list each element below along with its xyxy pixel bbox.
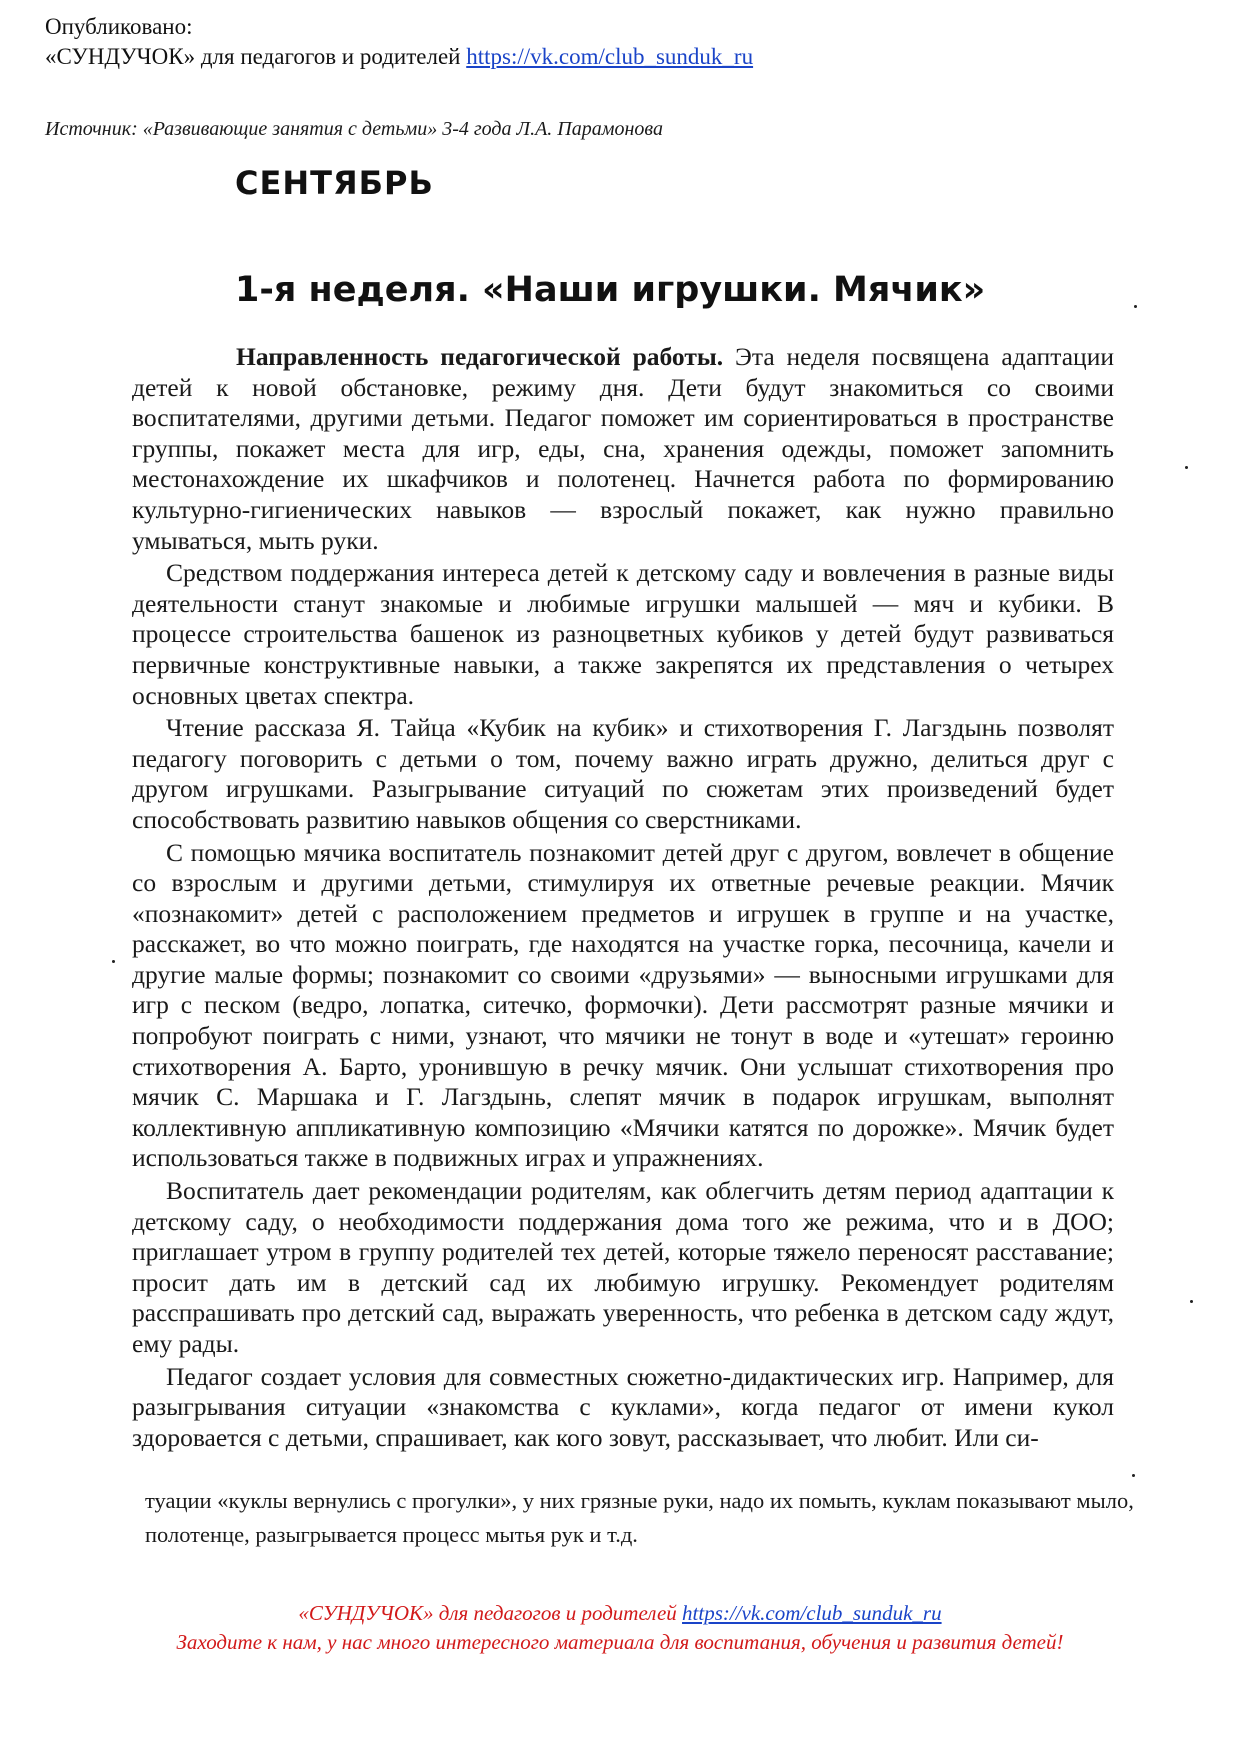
continuation-text: туации «куклы вернулись с прогулки», у них грязные руки, надо их помыть, куклам показывают мыло, полотенце, разыгрывается процесс мытья рук и т.д. bbox=[145, 1488, 1134, 1547]
footer-group-link[interactable]: https://vk.com/club_sunduk_ru bbox=[682, 1601, 942, 1625]
scan-speck bbox=[1132, 1474, 1135, 1477]
footer-invite: Заходите к нам, у нас много интересного материала для воспитания, обучения и развития детей! bbox=[176, 1630, 1064, 1654]
footer-line-1 bbox=[0, 1599, 1240, 1628]
footer-group-name: «СУНДУЧОК» для педагогов и родителей bbox=[298, 1601, 677, 1625]
paragraph-1 bbox=[132, 342, 1114, 556]
paragraph-2: Средством поддержания интереса детей к детскому саду и вовлечения в разные виды деятельности станут знакомые и любимые игрушки малышей — мяч и кубики. В процессе строительства башенок из разноцветных кубиков у детей будут развиваться первичные конструктивные навыки, а также закрепятся их представления о четырех основных цветах спектра. bbox=[132, 558, 1114, 710]
published-group-name: «СУНДУЧОК» для педагогов и родителей bbox=[45, 44, 461, 69]
published-group-link[interactable]: https://vk.com/club_sunduk_ru bbox=[466, 44, 754, 69]
published-line bbox=[45, 42, 753, 72]
month-title: СЕНТЯБРЬ bbox=[235, 164, 434, 202]
paragraph-1-lead: Направленность педагогической работы. bbox=[236, 342, 724, 371]
main-text bbox=[132, 342, 1114, 1455]
paragraph-5: Воспитатель дает рекомендации родителям, как облегчить детям период адаптации к детскому саду, о необходимости поддержания дома того же режима, что и в ДОО; приглашает утром в группу родителей тех детей, которые тяжело переносят расставание; просит дать им в детский сад их любимую игрушку. Рекомендует родителям расспрашивать про детский сад, выражать уверенность, что ребенка в детском саду ждут, ему рады. bbox=[132, 1176, 1114, 1358]
scan-speck bbox=[1185, 466, 1188, 469]
publication-header bbox=[45, 12, 753, 72]
scan-speck bbox=[112, 960, 115, 963]
paragraph-6: Педагог создает условия для совместных сюжетно-дидактических игр. Например, для разыгрывания ситуации «знакомства с куклами», когда педагог от имени кукол здоровается с детьми, спрашивает, как кого зовут, рассказывает, что любит. Или си- bbox=[132, 1361, 1114, 1452]
paragraph-3: Чтение рассказа Я. Тайца «Кубик на кубик» и стихотворения Г. Лагздынь позволят педагогу поговорить с детьми о том, почему важно играть дружно, делиться друг с другом игрушками. Разыгрывание ситуаций по сюжетам этих произведений будет способствовать развитию навыков общения со сверстниками. bbox=[132, 713, 1114, 834]
published-label: Опубликовано: bbox=[45, 14, 193, 39]
scan-speck bbox=[1134, 305, 1137, 308]
week-title: 1-я неделя. «Наши игрушки. Мячик» bbox=[235, 270, 986, 310]
paragraph-4: С помощью мячика воспитатель познакомит детей друг с другом, вовлечет в общение со взрослым и другими детьми, стимулируя их ответные речевые реакции. Мячик «познакомит» детей с расположением предметов и игрушек в группе и на участке, расскажет, во что можно поиграть, где находятся на участке горка, песочница, качели и другие малые формы; познакомит со своими «друзьями» — выносными игрушками для игр с песком (ведро, лопатка, ситечко, формочки). Дети рассмотрят разные мячики и попробуют поиграть с ними, узнают, что мячики не тонут в воде и «утешат» героиню стихотворения А. Барто, уронившую в речку мячик. Они услышат стихотворения про мячик С. Маршака и Г. Лагздынь, слепят мячик в подарок игрушкам, выполнят коллективную аппликативную композицию «Мячики катятся по дорожке». Мячик будет использоваться также в подвижных играх и упражнениях. bbox=[132, 837, 1114, 1173]
source-line: Источник: «Развивающие занятия с детьми» 3-4 года Л.А. Парамонова bbox=[45, 118, 663, 140]
paragraph-1-body: Эта неделя посвящена адаптации детей к новой обстановке, режиму дня. Дети будут знакомиться со своими воспитателями, другими детьми. Педагог поможет им сориентироваться в пространстве группы, покажет места для игр, еды, сна, хранения одежды, поможет запомнить местонахождение их шкафчиков и полотенец. Начнется работа по формированию культурно-гигиенических навыков — взрослый покажет, как нужно правильно умываться, мыть руки. bbox=[132, 342, 1114, 555]
footer bbox=[0, 1599, 1240, 1657]
scan-speck bbox=[1190, 1300, 1193, 1303]
